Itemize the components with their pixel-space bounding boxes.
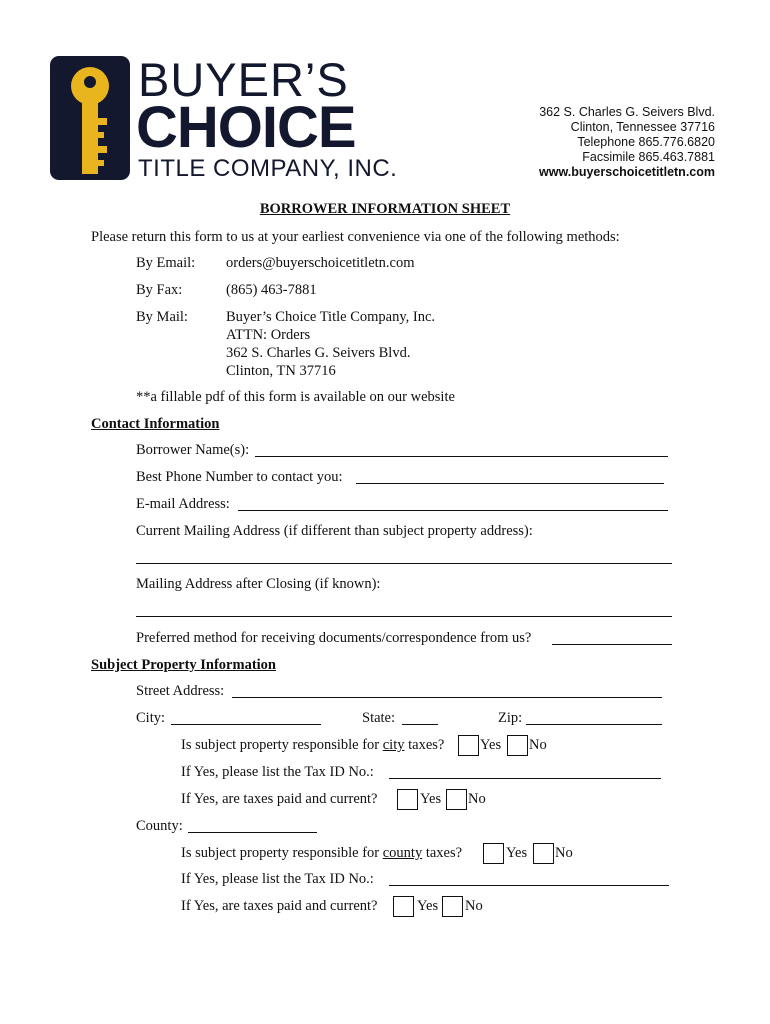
- city-taxes-no-checkbox[interactable]: [507, 735, 528, 756]
- company-logo: [50, 53, 398, 182]
- city-taxes-current-yes-checkbox[interactable]: [397, 789, 418, 810]
- fax-value: (865) 463-7881: [226, 282, 317, 298]
- mailing-after-closing-field[interactable]: [136, 616, 672, 617]
- zip-label: Zip:: [498, 710, 523, 726]
- city-taxes-question: [181, 737, 444, 754]
- state-field[interactable]: [402, 724, 438, 725]
- county-taxes-question-word: county: [382, 845, 423, 861]
- city-tax-id-field[interactable]: [389, 778, 661, 779]
- key-icon: [50, 56, 130, 180]
- county-taxes-current-yes-label: Yes: [417, 898, 439, 914]
- facsimile-line: Facsimile 865.463.7881: [582, 150, 715, 164]
- city-field[interactable]: [171, 724, 321, 725]
- mail-line-3: 362 S. Charles G. Seivers Blvd.: [226, 345, 411, 361]
- mail-line-1: Buyer’s Choice Title Company, Inc.: [226, 309, 436, 325]
- county-tax-id-field[interactable]: [389, 885, 669, 886]
- fax-label: By Fax:: [136, 282, 183, 298]
- borrower-names-label: Borrower Name(s):: [136, 442, 250, 458]
- phone-label: Best Phone Number to contact you:: [136, 469, 343, 485]
- email-address-field[interactable]: [238, 510, 668, 511]
- property-section-heading: Subject Property Information: [91, 657, 276, 673]
- mail-line-2: ATTN: Orders: [226, 327, 311, 343]
- city-taxes-question-word: city: [382, 737, 405, 753]
- mail-label: By Mail:: [136, 309, 188, 325]
- city-taxes-current-no-label: No: [468, 791, 486, 807]
- zip-field[interactable]: [526, 724, 662, 725]
- city-taxes-current-no-checkbox[interactable]: [446, 789, 467, 810]
- county-taxes-question-pre: Is subject property responsible for: [181, 845, 383, 861]
- logo-text-choice: CHOICE: [136, 95, 356, 160]
- county-taxes-no-checkbox[interactable]: [533, 843, 554, 864]
- street-address-field[interactable]: [232, 697, 662, 698]
- telephone-line: Telephone 865.776.6820: [577, 135, 715, 149]
- website-link[interactable]: www.buyerschoicetitletn.com: [539, 165, 715, 179]
- phone-field[interactable]: [356, 483, 664, 484]
- city-taxes-question-pre: Is subject property responsible for: [181, 737, 383, 753]
- city-taxes-question-post: taxes?: [404, 737, 445, 753]
- state-label: State:: [362, 710, 396, 726]
- county-taxes-current-no-label: No: [465, 898, 483, 914]
- county-taxes-yes-label: Yes: [506, 845, 528, 861]
- city-label: City:: [136, 710, 166, 726]
- logo-text-title-company: TITLE COMPANY, INC.: [138, 155, 398, 182]
- city-taxes-no-label: No: [529, 737, 547, 753]
- mailing-after-closing-label: Mailing Address after Closing (if known):: [136, 576, 381, 592]
- city-taxes-yes-checkbox[interactable]: [458, 735, 479, 756]
- county-taxes-current-yes-checkbox[interactable]: [393, 896, 414, 917]
- mail-line-4: Clinton, TN 37716: [226, 363, 336, 379]
- city-taxes-current-yes-label: Yes: [420, 791, 442, 807]
- street-address-label: Street Address:: [136, 683, 225, 699]
- email-address-label: E-mail Address:: [136, 496, 230, 512]
- address-line-1: 362 S. Charles G. Seivers Blvd.: [539, 105, 715, 119]
- county-taxes-no-label: No: [555, 845, 573, 861]
- county-label: County:: [136, 818, 183, 834]
- county-field[interactable]: [188, 832, 317, 833]
- county-taxes-current-no-checkbox[interactable]: [442, 896, 463, 917]
- logo-text-buyers: BUYER’S: [138, 53, 349, 106]
- county-taxes-question: [181, 845, 462, 862]
- email-label: By Email:: [136, 255, 196, 271]
- preferred-method-field[interactable]: [552, 644, 672, 645]
- fillable-pdf-note: **a fillable pdf of this form is available on our website: [136, 389, 455, 405]
- county-taxes-yes-checkbox[interactable]: [483, 843, 504, 864]
- current-mailing-field[interactable]: [136, 563, 672, 564]
- county-taxes-question-post: taxes?: [422, 845, 463, 861]
- email-value[interactable]: orders@buyerschoicetitletn.com: [226, 255, 415, 271]
- current-mailing-label: Current Mailing Address (if different than subject property address):: [136, 523, 533, 539]
- contact-section-heading: Contact Information: [91, 416, 220, 432]
- borrower-names-field[interactable]: [255, 456, 668, 457]
- city-taxes-current-label: If Yes, are taxes paid and current?: [181, 791, 378, 807]
- address-line-2: Clinton, Tennessee 37716: [570, 120, 715, 134]
- city-tax-id-label: If Yes, please list the Tax ID No.:: [181, 764, 374, 780]
- preferred-method-label: Preferred method for receiving documents/correspondence from us?: [136, 630, 532, 646]
- county-taxes-current-label: If Yes, are taxes paid and current?: [181, 898, 378, 914]
- page-title: BORROWER INFORMATION SHEET: [259, 201, 511, 217]
- intro-text: Please return this form to us at your earliest convenience via one of the following methods:: [91, 229, 620, 245]
- county-tax-id-label: If Yes, please list the Tax ID No.:: [181, 871, 374, 887]
- city-taxes-yes-label: Yes: [480, 737, 502, 753]
